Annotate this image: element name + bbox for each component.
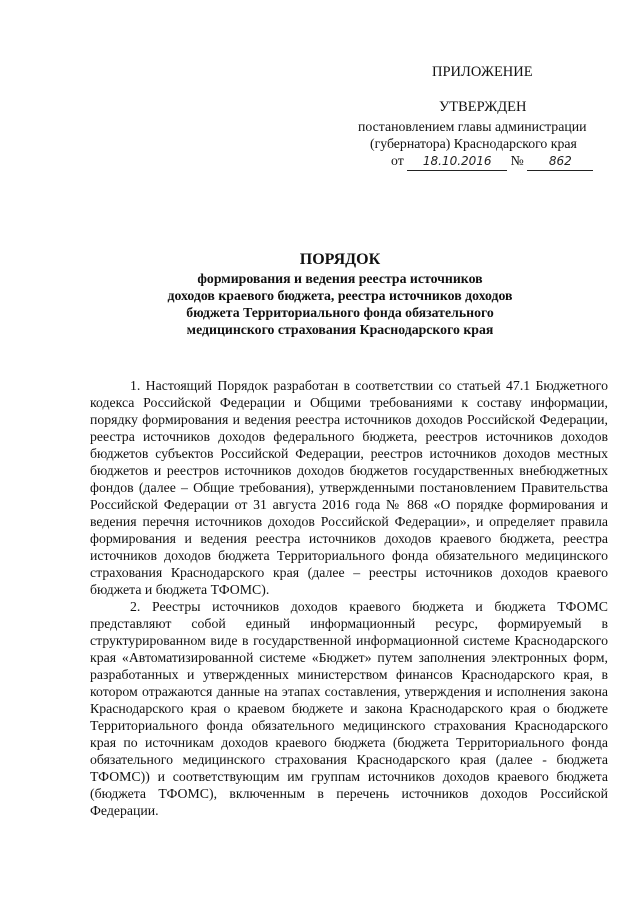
title-line-1: формирования и ведения реестра источников [197, 271, 483, 286]
title-line-3: бюджета Территориального фонда обязательного [186, 305, 494, 320]
document-title [80, 250, 600, 338]
handwritten-number: 862 [527, 152, 593, 171]
title-line-4: медицинского страхования Краснодарского края [186, 322, 494, 337]
approval-line-1: постановлением главы администрации [358, 119, 587, 134]
number-label: № [510, 153, 524, 168]
document-body [90, 377, 608, 819]
paragraph-1: 1. Настоящий Порядок разработан в соответствии со статьей 47.1 Бюджетного кодекса Российской Федерации и Общими требованиями к составу информации, порядку формирования и ведения реестра источников доходов Российской Федерации, реестра источников доходов федерального бюджета, реестров источников доходов бюджетов субъектов Российской Федерации, реестров источников доходов местных бюджетов и реестров источников доходов бюджетов государственных внебюджетных фондов (далее – Общие требования), утвержденными постановлением Правительства Российской Федерации от 31 августа 2016 года № 868 «О порядке формирования и ведения перечня источников доходов Российской Федерации», и определяет правила формирования и ведения реестра источников доходов краевого бюджета, реестра источников доходов бюджета Территориального фонда обязательного медицинского страхования Краснодарского края (далее – реестры источников доходов краевого бюджета и бюджета ТФОМС). [90, 378, 608, 597]
approval-date-number-line [391, 152, 593, 171]
from-label: от [391, 153, 404, 168]
approval-line-2: (губернатора) Краснодарского края [370, 136, 577, 151]
approved-label: УТВЕРЖДЕН [439, 99, 527, 115]
paragraph-2: 2. Реестры источников доходов краевого бюджета и бюджета ТФОМС представляют собой единый информационный ресурс, формируемый в структурированном виде в государственной информационной системе Краснодарского края «Автоматизированной системе «Бюджет» путем заполнения электронных форм, разработанных и утвержденных министерством финансов Краснодарского края, в котором отражаются данные на этапах составления, утверждения и исполнения закона Краснодарского края о краевом бюджете и закона Краснодарского края о бюджете Территориального фонда обязательного медицинского страхования Краснодарского края по источникам доходов краевого бюджета (бюджета Территориального фонда обязательного медицинского страхования Краснодарского края (далее - бюджета ТФОМС)) и соответствующим им группам источников доходов краевого бюджета (бюджета ТФОМС), включенным в перечень источников доходов Российской Федерации. [90, 599, 608, 818]
title-main: ПОРЯДОК [299, 251, 381, 268]
title-line-2: доходов краевого бюджета, реестра источников доходов [167, 288, 513, 303]
handwritten-date: 18.10.2016 [407, 152, 507, 171]
appendix-label: ПРИЛОЖЕНИЕ [432, 64, 533, 80]
